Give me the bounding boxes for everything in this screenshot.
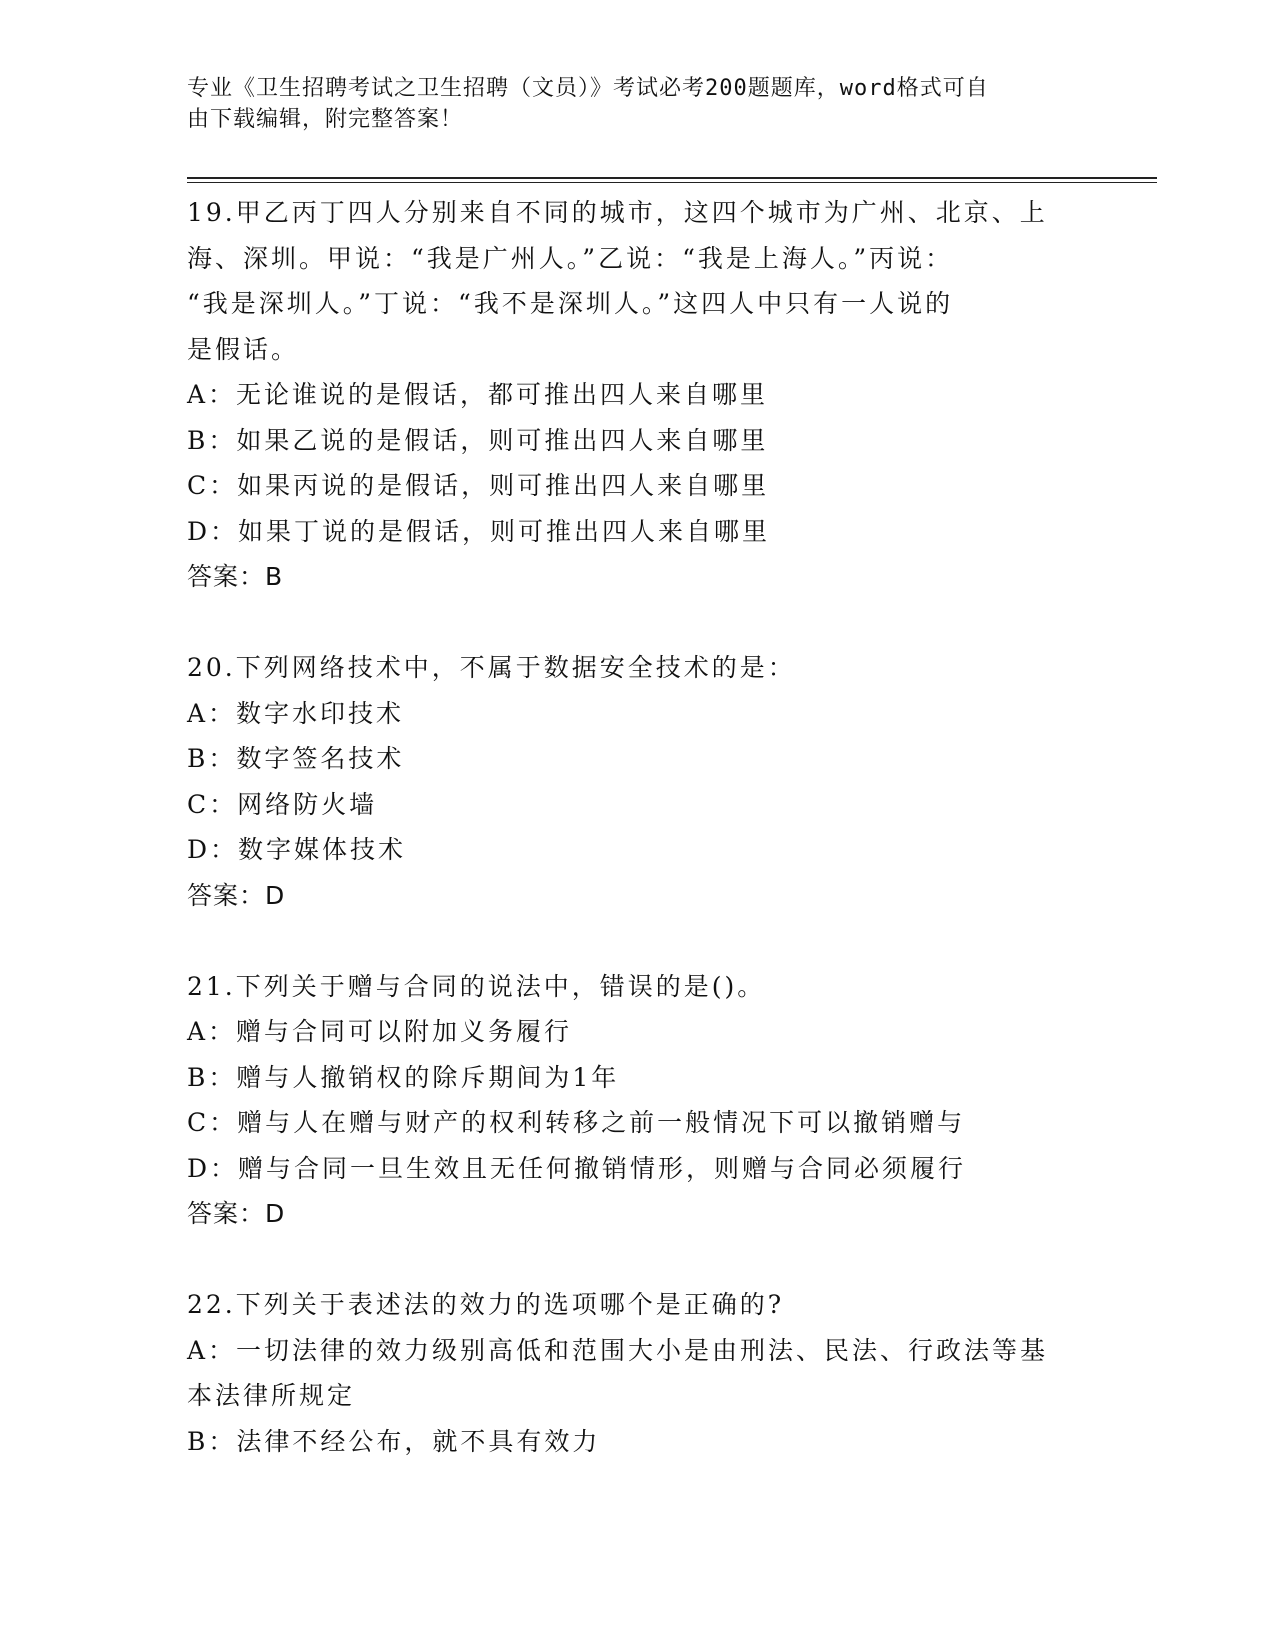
answer-line: 答案：D bbox=[187, 880, 286, 910]
question-stem-line: “我是深圳人。”丁说：“我不是深圳人。”这四人中只有一人说的 bbox=[187, 289, 954, 318]
option-b: B：赠与人撤销权的除斥期间为1年 bbox=[187, 1062, 620, 1092]
answer-line: 答案：B bbox=[187, 562, 284, 591]
option-d: D：如果丁说的是假话，则可推出四人来自哪里 bbox=[187, 516, 771, 546]
option-c: C：网络防火墙 bbox=[187, 789, 378, 819]
question-22 bbox=[187, 1282, 1087, 1464]
header-line-2: 由下载编辑，附完整答案！ bbox=[187, 107, 464, 132]
question-20 bbox=[187, 645, 1087, 918]
question-list bbox=[187, 190, 1087, 1464]
option-c: C：赠与人在赠与财产的权利转移之前一般情况下可以撤销赠与 bbox=[187, 1108, 966, 1137]
option-c: C：如果丙说的是假话，则可推出四人来自哪里 bbox=[187, 471, 770, 500]
header-divider-thick bbox=[187, 177, 1157, 179]
option-a: A：一切法律的效力级别高低和范围大小是由刑法、民法、行政法等基 bbox=[187, 1335, 1049, 1365]
answer-line: 答案：D bbox=[187, 1199, 286, 1228]
option-a-continued: 本法律所规定 bbox=[187, 1381, 356, 1410]
header-line-1: 专业《卫生招聘考试之卫生招聘（文员）》考试必考200题题库，word格式可自 bbox=[187, 76, 989, 101]
question-21 bbox=[187, 964, 1087, 1237]
option-a: A：无论谁说的是假话，都可推出四人来自哪里 bbox=[187, 380, 769, 409]
document-header bbox=[187, 73, 1087, 135]
option-b: B：数字签名技术 bbox=[187, 744, 405, 773]
question-stem-line: 海、深圳。甲说：“我是广州人。”乙说：“我是上海人。”丙说： bbox=[187, 243, 954, 273]
question-stem-line: 19.甲乙丙丁四人分别来自不同的城市，这四个城市为广州、北京、上 bbox=[187, 198, 1048, 227]
question-stem-line: 21.下列关于赠与合同的说法中，错误的是()。 bbox=[187, 971, 766, 1001]
option-a: A：数字水印技术 bbox=[187, 698, 405, 728]
question-stem-line: 22.下列关于表述法的效力的选项哪个是正确的? bbox=[187, 1290, 785, 1319]
option-d: D：数字媒体技术 bbox=[187, 835, 407, 864]
question-stem-line: 20.下列网络技术中，不属于数据安全技术的是： bbox=[187, 653, 796, 682]
header-divider-thin bbox=[187, 182, 1157, 183]
option-d: D：赠与合同一旦生效且无任何撤销情形，则赠与合同必须履行 bbox=[187, 1153, 967, 1183]
option-b: B：法律不经公布，就不具有效力 bbox=[187, 1426, 601, 1456]
question-19 bbox=[187, 190, 1087, 600]
option-b: B：如果乙说的是假话，则可推出四人来自哪里 bbox=[187, 425, 769, 455]
question-stem-line: 是假话。 bbox=[187, 334, 300, 364]
option-a: A：赠与合同可以附加义务履行 bbox=[187, 1017, 573, 1046]
